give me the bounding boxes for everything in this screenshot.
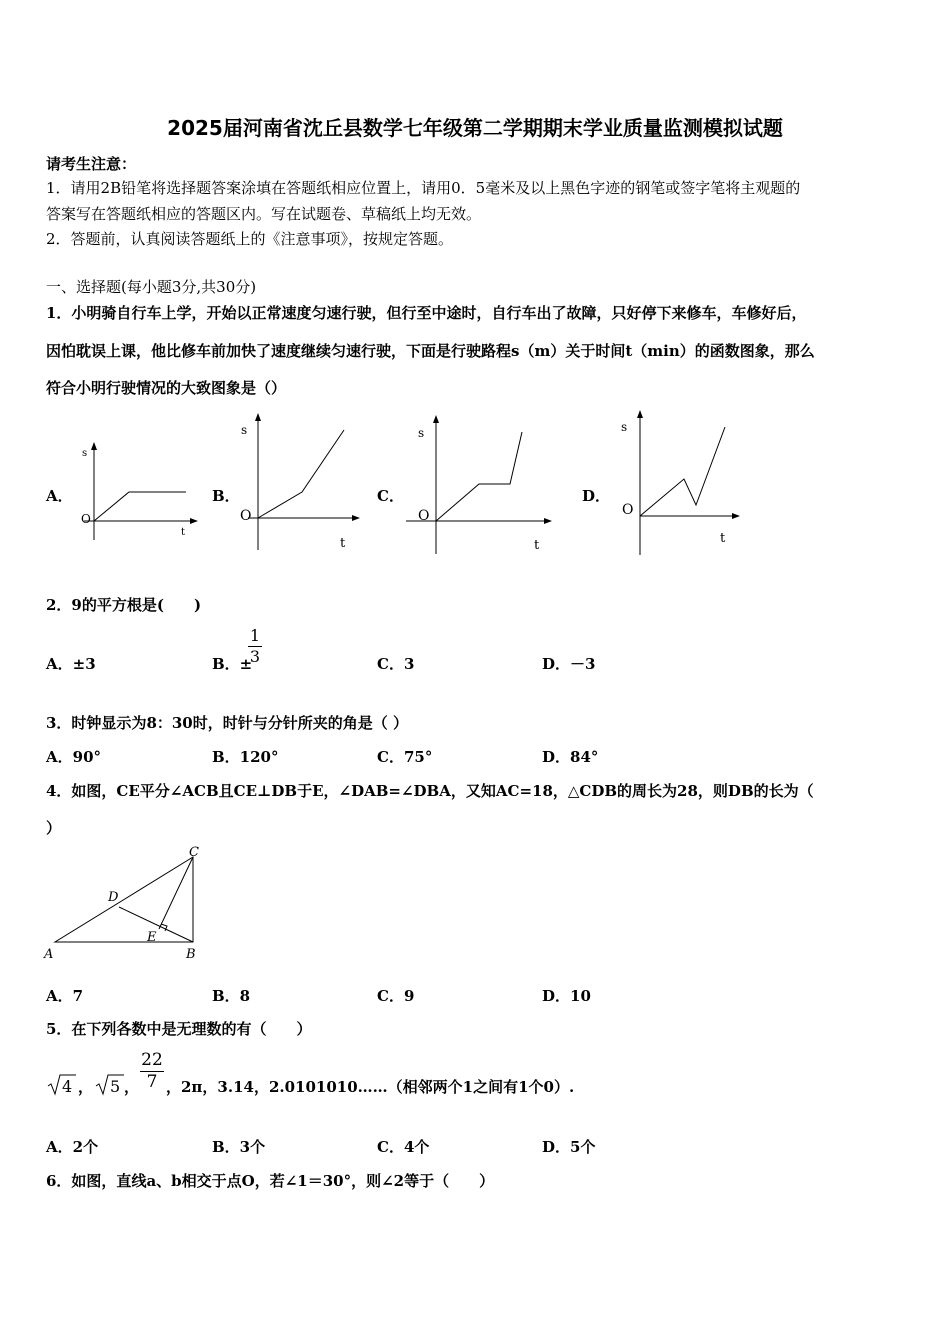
- notice-line-1: 1．请用2B铅笔将选择题答案涂填在答题纸相应位置上，请用0．5毫米及以上黑色字迹的钢笔或签字笔将主观题的: [46, 179, 801, 197]
- axis-s-label: s: [241, 423, 248, 437]
- fraction-denominator: 7: [146, 1072, 158, 1092]
- fraction-denominator: 3: [249, 647, 261, 666]
- q2-option-d: D．－3: [542, 655, 596, 673]
- axis-s-label: s: [82, 448, 88, 459]
- q2-stem: 2．9的平方根是( ): [46, 596, 202, 614]
- sqrt-4-radical: [46, 1072, 78, 1098]
- q5-option-c: C．4个: [377, 1138, 430, 1156]
- q1-stem-line-2: 因怕耽误上课，他比修车前加快了速度继续匀速行驶，下面是行驶路程s（m）关于时间t（min）的函数图象，那么: [46, 342, 815, 360]
- q5-comma-1: ，: [78, 1078, 94, 1096]
- q2-option-b-fraction: [248, 628, 262, 665]
- q2-option-c: C．3: [377, 655, 415, 673]
- origin-label: O: [81, 512, 91, 526]
- vertex-c-label: C: [189, 845, 199, 860]
- origin-label: O: [418, 508, 430, 524]
- notice-line-3: 2．答题前，认真阅读答题纸上的《注意事项》，按规定答题。: [46, 230, 454, 248]
- axis-t-label: t: [720, 531, 726, 546]
- q1-graph-a: [76, 440, 206, 545]
- q1-option-c-label: C．: [377, 487, 404, 505]
- q5-option-a: A．2个: [46, 1138, 99, 1156]
- q4-stem-line-1: 4．如图，CE平分∠ACB且CE⊥DB于E，∠DAB=∠DBA，又知AC=18，△CDB的周长为28，则DB的长为（: [46, 782, 814, 800]
- q3-option-d: D．84°: [542, 748, 599, 766]
- q5-fraction-22-7: [140, 1052, 164, 1091]
- page-title: 2025届河南省沈丘县数学七年级第二学期期末学业质量监测模拟试题: [167, 116, 783, 140]
- q3-option-a: A．90°: [46, 748, 102, 766]
- axis-s-label: s: [621, 420, 628, 434]
- q1-graph-c: [402, 412, 562, 557]
- q4-triangle-figure: [40, 840, 220, 965]
- q2-option-a: A．±3: [46, 655, 96, 673]
- q5-comma-2: ，: [124, 1078, 140, 1096]
- axis-t-label: t: [534, 538, 540, 553]
- axis-s-label: s: [418, 426, 425, 440]
- section-heading: 一、选择题(每小题3分,共30分): [46, 278, 257, 296]
- q5-option-d: D．5个: [542, 1138, 596, 1156]
- q1-option-d-label: D．: [582, 487, 611, 505]
- notice-heading: 请考生注意：: [46, 155, 137, 173]
- q1-stem-line-1: 1．小明骑自行车上学，开始以正常速度匀速行驶，但行至中途时，自行车出了故障，只好停下来修车，车修好后，: [46, 304, 807, 322]
- sqrt-4-radicand: 4: [62, 1077, 73, 1096]
- fraction-numerator: 1: [249, 626, 261, 645]
- q1-option-a-label: A．: [46, 487, 73, 505]
- q5-number-list: ，2π，3.14，2.0101010……（相邻两个1之间有1个0）.: [166, 1078, 575, 1096]
- sqrt-5-radical: [94, 1072, 126, 1098]
- q4-option-d: D．10: [542, 987, 591, 1005]
- q5-stem: 5．在下列各数中是无理数的有（ ）: [46, 1020, 312, 1038]
- q4-option-b: B．8: [212, 987, 251, 1005]
- axis-t-label: t: [340, 536, 346, 551]
- sqrt-5-radicand: 5: [110, 1077, 121, 1096]
- q3-stem: 3．时钟显示为8：30时，时针与分针所夹的角是（ ）: [46, 714, 408, 732]
- q4-option-c: C．9: [377, 987, 415, 1005]
- notice-line-2: 答案写在答题纸相应的答题区内。写在试题卷、草稿纸上均无效。: [46, 205, 482, 223]
- q4-stem-line-2: ）: [46, 819, 62, 837]
- q1-option-b-label: B．: [212, 487, 240, 505]
- axis-t-label: t: [181, 527, 186, 538]
- origin-label: O: [240, 508, 252, 524]
- q1-stem-line-3: 符合小明行驶情况的大致图象是（）: [46, 379, 287, 397]
- origin-label: O: [622, 502, 634, 518]
- vertex-b-label: B: [186, 947, 196, 962]
- q5-option-b: B．3个: [212, 1138, 266, 1156]
- q3-option-c: C．75°: [377, 748, 433, 766]
- fraction-numerator: 22: [141, 1050, 163, 1070]
- q3-option-b: B．120°: [212, 748, 279, 766]
- q1-graph-d: [612, 405, 747, 557]
- q4-option-a: A．7: [46, 987, 84, 1005]
- q6-stem: 6．如图，直线a、b相交于点O，若∠1＝30°，则∠2等于（ ）: [46, 1172, 495, 1190]
- point-d-label: D: [108, 890, 119, 905]
- q2-option-b-prefix: B．±: [212, 655, 253, 673]
- q1-graph-b: [236, 410, 366, 552]
- vertex-a-label: A: [44, 947, 54, 962]
- point-e-label: E: [147, 930, 157, 945]
